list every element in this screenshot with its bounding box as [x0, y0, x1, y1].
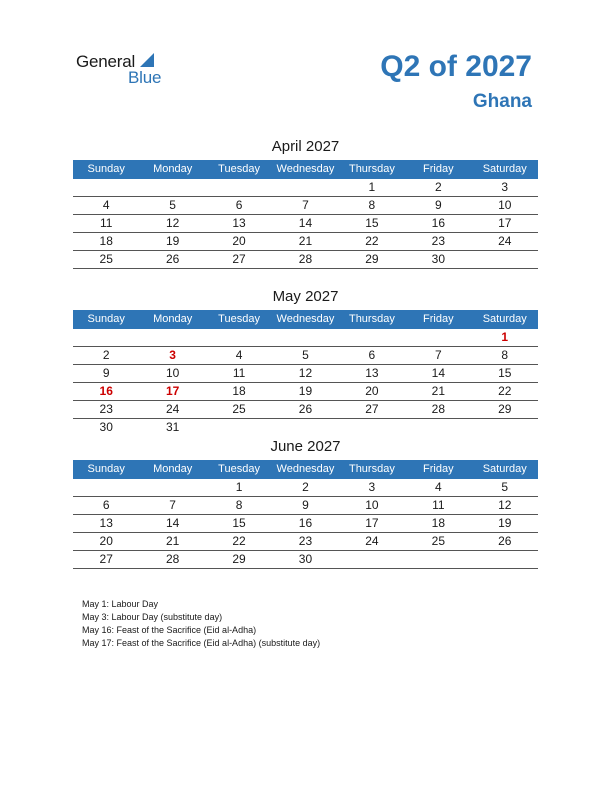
day-cell: 26: [498, 534, 512, 548]
day-cell: 18: [431, 516, 445, 530]
day-cell: 19: [298, 384, 313, 398]
weekday-label: Saturday: [482, 463, 527, 475]
week-row: [73, 533, 538, 551]
day-cell: 10: [365, 498, 379, 512]
day-cell: 11: [99, 216, 113, 230]
day-cell: 10: [165, 366, 180, 380]
weekday-header: [73, 160, 538, 179]
weekday-label: Sunday: [87, 163, 125, 175]
weekday-label: Tuesday: [218, 163, 260, 175]
country-name: Ghana: [472, 91, 532, 112]
day-cell: 24: [365, 534, 379, 548]
day-cell: [272, 179, 338, 196]
day-cell: 28: [165, 552, 180, 566]
day-cell: [73, 329, 139, 346]
page-title: Q2 of 2027: [380, 50, 532, 83]
day-cell: 23: [99, 402, 113, 416]
day-cell: 6: [235, 198, 243, 212]
day-cell: 30: [431, 252, 445, 266]
day-cell: [73, 479, 139, 496]
weekday-label: Tuesday: [218, 463, 260, 475]
weekday-label: Monday: [153, 313, 193, 325]
day-cell: [139, 179, 205, 196]
week-row: [73, 215, 538, 233]
day-cell: 7: [434, 348, 442, 362]
week-row: [73, 179, 538, 197]
day-cell: 30: [298, 552, 313, 566]
day-cell: 29: [365, 252, 379, 266]
month-title: June 2027: [270, 438, 341, 455]
logo-word-blue: Blue: [128, 68, 162, 87]
day-cell: 30: [99, 420, 113, 434]
day-cell: 24: [498, 234, 512, 248]
day-cell: 9: [434, 198, 442, 212]
day-cell: 23: [431, 234, 445, 248]
day-cell: 24: [165, 402, 180, 416]
day-cell: 5: [169, 198, 176, 212]
weekday-label: Sunday: [87, 463, 125, 475]
weekday-header: [73, 460, 538, 479]
day-cell: 9: [302, 498, 309, 512]
weekday-label: Monday: [153, 463, 193, 475]
day-cell: 20: [232, 234, 246, 248]
day-cell: 8: [501, 348, 509, 362]
day-cell: 3: [501, 180, 509, 194]
day-cell: [339, 419, 405, 436]
week-row: [73, 383, 538, 401]
day-cell: 20: [365, 384, 379, 398]
logo-triangle-icon: [140, 53, 154, 67]
week-row: [73, 551, 538, 569]
day-cell: 18: [232, 384, 246, 398]
calendar-april: [73, 136, 538, 269]
day-cell: 26: [165, 252, 180, 266]
day-cell: 23: [298, 534, 313, 548]
day-cell: 9: [102, 366, 110, 380]
day-cell: 2: [434, 180, 442, 194]
logo-word-general: General: [76, 52, 136, 71]
week-row: [73, 419, 538, 436]
day-cell: 1: [368, 180, 376, 194]
day-cell: [139, 479, 205, 496]
holiday-notes: [82, 598, 320, 650]
day-cell: 5: [302, 348, 309, 362]
day-cell: 11: [432, 498, 445, 512]
weekday-label: Friday: [423, 163, 454, 175]
day-cell: 2: [102, 348, 110, 362]
weekday-header: [73, 310, 538, 329]
day-cell: [73, 179, 139, 196]
day-cell: 19: [165, 234, 180, 248]
day-cell: 14: [298, 216, 313, 230]
day-cell: 2: [302, 480, 309, 494]
day-cell: [206, 419, 272, 436]
day-cell: 27: [232, 252, 246, 266]
day-cell: [472, 551, 538, 568]
calendar-may: [73, 286, 538, 436]
day-cell: 21: [298, 234, 313, 248]
month-title: April 2027: [271, 138, 340, 155]
weekday-label: Monday: [153, 163, 193, 175]
week-row: [73, 479, 538, 497]
weekday-label: Friday: [423, 463, 454, 475]
day-cell: [405, 419, 471, 436]
day-cell: 18: [99, 234, 113, 248]
day-cell: [405, 329, 471, 346]
day-cell: 16: [99, 384, 113, 398]
week-row: [73, 515, 538, 533]
day-cell: 31: [165, 420, 180, 434]
holiday-note: May 17: Feast of the Sacrifice (Eid al-Adha) (substitute day): [82, 638, 321, 648]
day-cell: 17: [165, 384, 180, 398]
day-cell: 27: [99, 552, 113, 566]
day-cell: 16: [431, 216, 445, 230]
week-row: [73, 197, 538, 215]
day-cell: [272, 419, 338, 436]
day-cell: 13: [99, 516, 113, 530]
day-cell: 25: [431, 534, 445, 548]
day-cell: 6: [102, 498, 110, 512]
day-cell: 6: [368, 348, 376, 362]
week-row: [73, 329, 538, 347]
day-cell: 15: [232, 516, 246, 530]
weekday-label: Wednesday: [276, 463, 335, 475]
day-cell: 17: [498, 216, 512, 230]
day-cell: 22: [232, 534, 246, 548]
day-cell: 1: [501, 330, 509, 344]
day-cell: 10: [498, 198, 512, 212]
day-cell: 16: [298, 516, 313, 530]
day-cell: 25: [232, 402, 246, 416]
day-cell: 21: [165, 534, 180, 548]
day-cell: 4: [434, 480, 442, 494]
day-cell: 26: [298, 402, 313, 416]
day-cell: 1: [235, 480, 243, 494]
calendar-june: [73, 436, 538, 569]
day-cell: [472, 251, 538, 268]
day-cell: 29: [498, 402, 512, 416]
day-cell: [472, 419, 538, 436]
day-cell: 13: [365, 366, 379, 380]
day-cell: [206, 179, 272, 196]
holiday-note: May 1: Labour Day: [82, 599, 159, 609]
day-cell: 11: [232, 366, 246, 380]
day-cell: 21: [431, 384, 445, 398]
weekday-label: Sunday: [87, 313, 125, 325]
day-cell: 15: [365, 216, 379, 230]
day-cell: 3: [368, 480, 376, 494]
weekday-label: Tuesday: [218, 313, 260, 325]
weekday-label: Friday: [423, 313, 454, 325]
day-cell: 8: [368, 198, 376, 212]
day-cell: [139, 329, 205, 346]
day-cell: 19: [498, 516, 512, 530]
day-cell: [405, 551, 471, 568]
day-cell: 8: [235, 498, 243, 512]
day-cell: [339, 329, 405, 346]
weekday-label: Thursday: [348, 163, 395, 175]
day-cell: 14: [431, 366, 445, 380]
weekday-label: Saturday: [482, 163, 527, 175]
week-row: [73, 347, 538, 365]
holiday-note: May 3: Labour Day (substitute day): [82, 612, 223, 622]
day-cell: 13: [232, 216, 246, 230]
week-row: [73, 497, 538, 515]
day-cell: 27: [365, 402, 379, 416]
week-row: [73, 401, 538, 419]
month-title: May 2027: [272, 288, 339, 305]
day-cell: 5: [501, 480, 509, 494]
week-row: [73, 233, 538, 251]
day-cell: [339, 551, 405, 568]
day-cell: [206, 329, 272, 346]
day-cell: 29: [232, 552, 246, 566]
weekday-label: Thursday: [348, 463, 395, 475]
day-cell: 7: [302, 198, 309, 212]
day-cell: 22: [498, 384, 512, 398]
day-cell: 28: [431, 402, 445, 416]
day-cell: 15: [498, 366, 512, 380]
day-cell: 14: [165, 516, 180, 530]
day-cell: 12: [298, 366, 313, 380]
week-row: [73, 251, 538, 269]
day-cell: 20: [99, 534, 113, 548]
day-cell: 12: [165, 216, 180, 230]
day-cell: 22: [365, 234, 379, 248]
weekday-label: Wednesday: [276, 313, 335, 325]
day-cell: [272, 329, 338, 346]
weekday-label: Thursday: [348, 313, 395, 325]
day-cell: 28: [298, 252, 313, 266]
brand-logo: [76, 52, 176, 88]
day-cell: 7: [169, 498, 176, 512]
day-cell: 4: [102, 198, 110, 212]
day-cell: 25: [99, 252, 113, 266]
week-row: [73, 365, 538, 383]
day-cell: 12: [498, 498, 512, 512]
holiday-note: May 16: Feast of the Sacrifice (Eid al-Adha): [82, 625, 257, 635]
day-cell: 4: [235, 348, 243, 362]
day-cell: 17: [365, 516, 379, 530]
day-cell: 3: [169, 348, 176, 362]
weekday-label: Saturday: [482, 313, 527, 325]
weekday-label: Wednesday: [276, 163, 335, 175]
